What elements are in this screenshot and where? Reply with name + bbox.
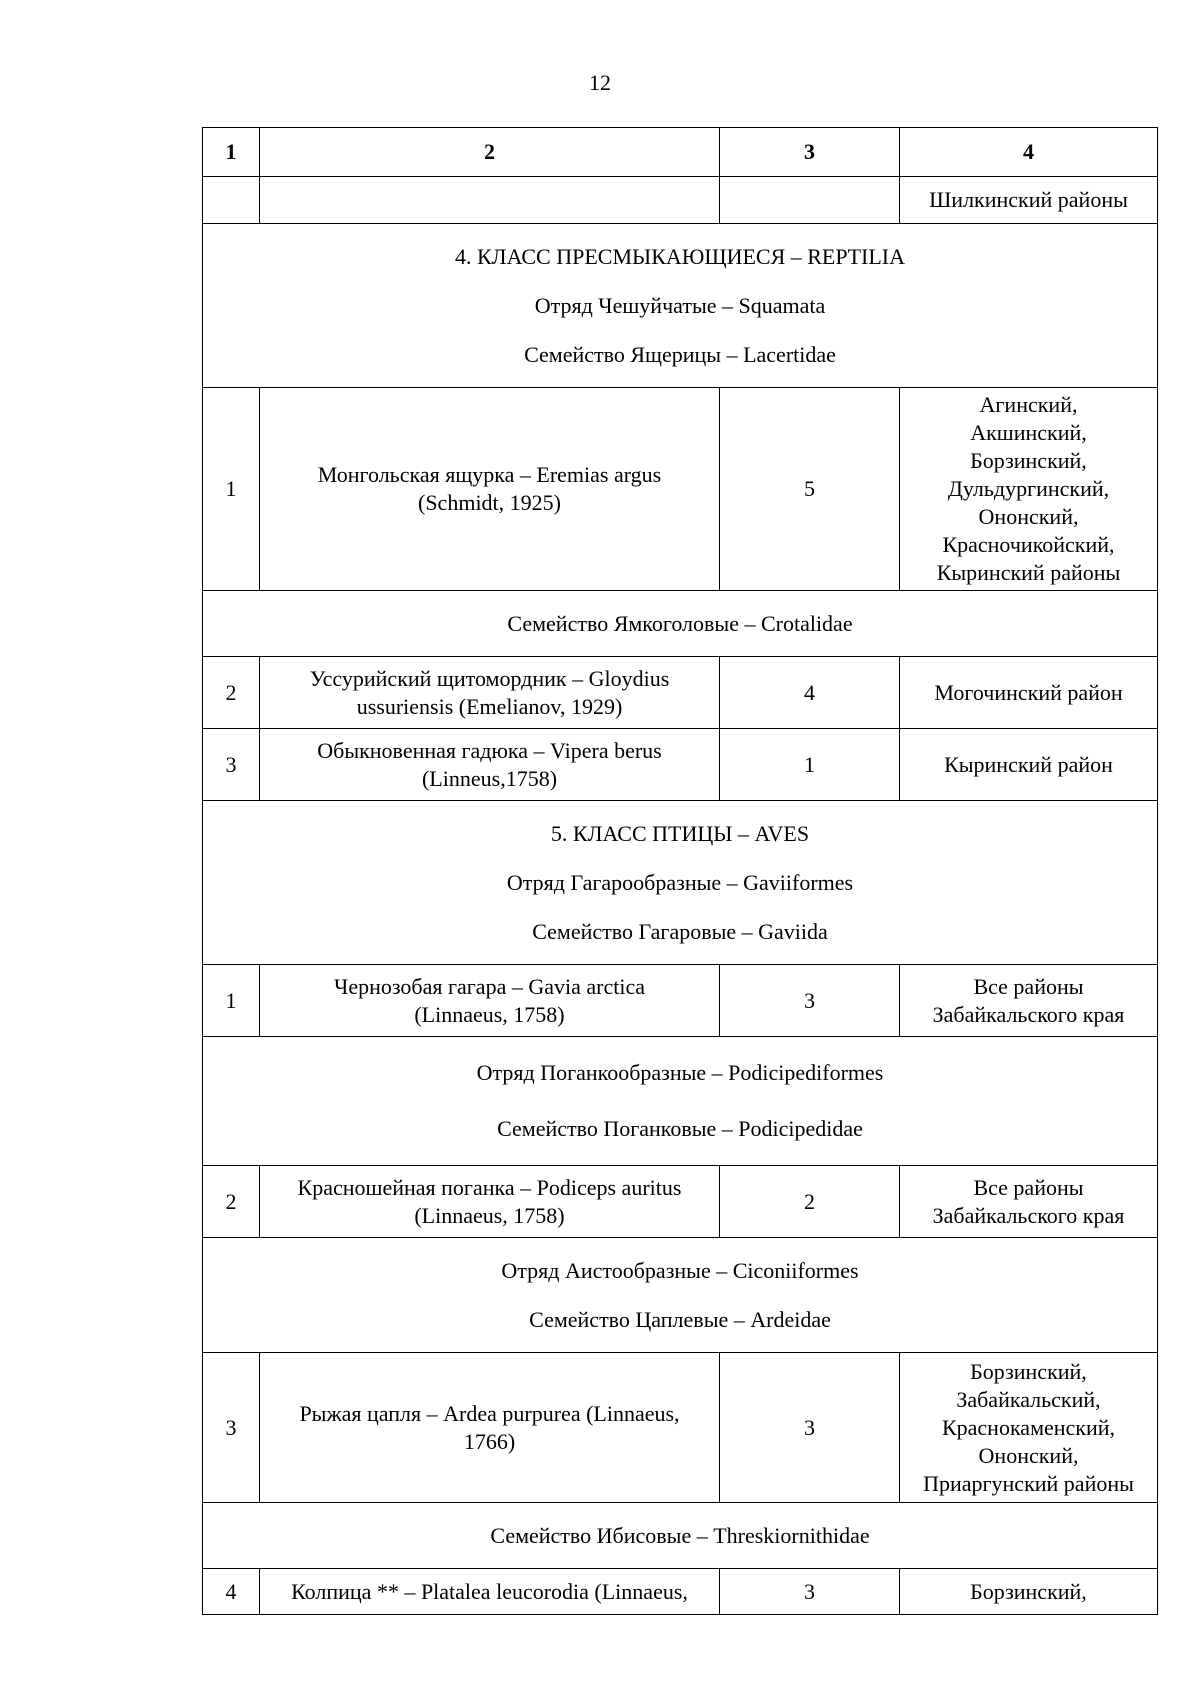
header-cell: 4 <box>900 128 1158 177</box>
species-name-line: Монгольская ящурка – Eremias argus <box>317 462 662 487</box>
district-line: Ононский, <box>978 504 1079 529</box>
species-name-line: (Linneus,1758) <box>421 765 558 791</box>
section-header-cell <box>203 1503 1158 1569</box>
species-name-line: ussuriensis (Emelianov, 1929) <box>356 693 623 719</box>
section-header-cell <box>203 1037 1158 1166</box>
district-cell <box>900 1166 1158 1238</box>
num-cell: 2 <box>203 657 260 729</box>
species-cell <box>260 388 720 591</box>
header-cell: 2 <box>260 128 720 177</box>
species-cell <box>260 965 720 1037</box>
section-title-line: Семейство Поганковые – Podicipedidae <box>497 1116 863 1141</box>
section-header-row <box>203 591 1158 657</box>
category-cell: 1 <box>720 729 900 801</box>
district-line: Забайкальского края <box>932 1202 1125 1228</box>
section-title-line: Отряд Аистообразные – Ciconiiformes <box>501 1258 859 1283</box>
district-line: Забайкальского края <box>932 1001 1125 1027</box>
species-cell <box>260 1166 720 1238</box>
num-cell: 1 <box>203 965 260 1037</box>
district-cell <box>900 657 1158 729</box>
species-name-line: 1766) <box>463 1428 516 1454</box>
section-title-line: 4. КЛАСС ПРЕСМЫКАЮЩИЕСЯ – REPTILIA <box>454 244 906 269</box>
district-line: Кыринский район <box>944 751 1113 777</box>
species-cell <box>260 729 720 801</box>
section-title-line: Семейство Цаплевые – Ardeidae <box>529 1307 831 1332</box>
num-cell: 3 <box>203 729 260 801</box>
section-header-cell <box>203 591 1158 657</box>
district-line: Агинский, <box>979 392 1078 417</box>
category-cell: 3 <box>720 1353 900 1503</box>
num-cell: 4 <box>203 1569 260 1615</box>
section-title-line: Отряд Чешуйчатые – Squamata <box>534 293 826 318</box>
section-header-row <box>203 1037 1158 1166</box>
section-title-line: Отряд Гагарообразные – Gaviiformes <box>506 870 854 895</box>
section-header-row <box>203 1238 1158 1353</box>
num-cell: 2 <box>203 1166 260 1238</box>
species-row <box>203 729 1158 801</box>
category-cell: 3 <box>720 1569 900 1615</box>
category-cell: 4 <box>720 657 900 729</box>
category-cell: 2 <box>720 1166 900 1238</box>
district-cell <box>900 965 1158 1037</box>
section-title-line: Отряд Поганкообразные – Podicipediformes <box>476 1060 884 1085</box>
district-cell <box>900 729 1158 801</box>
district-line: Приаргунский районы <box>923 1470 1134 1496</box>
category-cell <box>720 177 900 224</box>
species-name-line: Красношейная поганка – Podiceps auritus <box>297 1174 682 1200</box>
species-cell <box>260 657 720 729</box>
district-line: Борзинский, <box>970 448 1087 473</box>
species-name-line: Чернозобая гагара – Gavia arctica <box>334 973 645 999</box>
section-title-line: Семейство Ямкоголовые – Crotalidae <box>507 611 853 636</box>
species-row <box>203 965 1158 1037</box>
species-row <box>203 1353 1158 1503</box>
red-book-table <box>202 127 1158 1615</box>
species-cell <box>260 177 720 224</box>
district-line: Борзинский, <box>970 1358 1087 1384</box>
district-line: Кыринский районы <box>936 560 1121 585</box>
section-header-row <box>203 224 1158 388</box>
district-cell <box>900 1353 1158 1503</box>
district-line: Все районы <box>973 973 1084 999</box>
species-name-line: (Schmidt, 1925) <box>418 490 561 515</box>
num-cell: 3 <box>203 1353 260 1503</box>
header-cell: 1 <box>203 128 260 177</box>
district-line: Краснокаменский, <box>941 1414 1116 1440</box>
continuation-row <box>203 177 1158 224</box>
species-name-line: (Linnaeus, 1758) <box>414 1001 565 1027</box>
district-cell: Шилкинский районы <box>900 177 1158 224</box>
section-header-cell <box>203 801 1158 965</box>
section-title-line: Семейство Ящерицы – Lacertidae <box>524 342 836 367</box>
category-cell: 5 <box>720 388 900 591</box>
species-row <box>203 1166 1158 1238</box>
section-title-line: 5. КЛАСС ПТИЦЫ – AVES <box>550 821 810 846</box>
num-cell <box>203 177 260 224</box>
section-title-line: Семейство Гагаровые – Gaviida <box>532 919 828 944</box>
district-line: Забайкальский, <box>956 1386 1101 1412</box>
num-cell: 1 <box>203 388 260 591</box>
district-line: Акшинский, <box>970 420 1087 445</box>
species-name-line: Обыкновенная гадюка – Vipera berus <box>317 737 662 763</box>
category-cell: 3 <box>720 965 900 1037</box>
species-name-line: Рыжая цапля – Ardea purpurea (Linnaeus, <box>299 1400 680 1426</box>
district-cell <box>900 1569 1158 1615</box>
species-name-line: Уссурийский щитомордник – Gloydius <box>309 665 670 691</box>
district-line: Все районы <box>973 1174 1084 1200</box>
district-cell <box>900 388 1158 591</box>
header-cell: 3 <box>720 128 900 177</box>
species-name-line: Колпица ** – Platalea leucorodia (Linnaeus, <box>291 1578 688 1604</box>
header-row <box>203 128 1158 177</box>
species-row <box>203 657 1158 729</box>
district-line: Красночикойский, <box>942 532 1115 557</box>
section-title-line: Семейство Ибисовые – Threskiornithidae <box>490 1523 870 1548</box>
species-cell <box>260 1353 720 1503</box>
district-line: Ононский, <box>978 1442 1079 1468</box>
section-header-cell <box>203 224 1158 388</box>
district-line: Дульдургинский, <box>947 476 1110 501</box>
species-row <box>203 1569 1158 1615</box>
section-header-row <box>203 801 1158 965</box>
district-line: Борзинский, <box>970 1578 1087 1604</box>
species-row <box>203 388 1158 591</box>
table-body <box>203 128 1158 1615</box>
district-line: Могочинский район <box>934 679 1123 705</box>
species-name-line: (Linnaeus, 1758) <box>414 1202 565 1228</box>
section-header-cell <box>203 1238 1158 1353</box>
species-cell <box>260 1569 720 1615</box>
page-number: 12 <box>589 70 611 95</box>
section-header-row <box>203 1503 1158 1569</box>
